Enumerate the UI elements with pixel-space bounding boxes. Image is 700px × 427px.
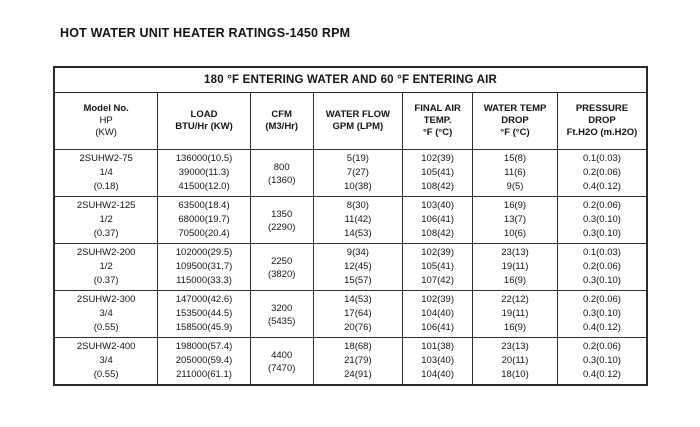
col-header-pressure-drop: PRESSURE DROP Ft.H2O (m.H2O): [557, 93, 647, 150]
water-flow-cell: 21(79): [313, 354, 403, 368]
water-flow-cell: 8(30): [313, 197, 403, 214]
table-row: [54, 244, 647, 261]
table-row: [54, 166, 647, 180]
pressure-drop-cell: 0.3(0.10): [557, 274, 647, 291]
cfm-cell: 2250 (3820): [250, 244, 313, 291]
final-air-temp-cell: 101(38): [403, 338, 473, 355]
final-air-temp-cell: 108(42): [403, 180, 473, 197]
water-temp-drop-cell: 19(11): [473, 307, 558, 321]
final-air-temp-cell: 106(41): [403, 213, 473, 227]
load-cell: 153500(44.5): [158, 307, 251, 321]
model-cell: (0.18): [93, 181, 119, 192]
water-temp-drop-cell: 16(9): [473, 274, 558, 291]
table-row: [54, 227, 647, 244]
pressure-drop-cell: 0.1(0.03): [557, 150, 647, 167]
pressure-drop-cell: 0.2(0.06): [557, 291, 647, 308]
pressure-drop-cell: 0.3(0.10): [557, 227, 647, 244]
page-title: HOT WATER UNIT HEATER RATINGS-1450 RPM: [60, 26, 351, 40]
pressure-drop-cell: 0.4(0.12): [557, 180, 647, 197]
model-cell: 2SUHW2-400: [54, 338, 158, 355]
table-band-title: 180 °F ENTERING WATER AND 60 °F ENTERING AIR: [54, 67, 647, 93]
final-air-temp-cell: 102(39): [403, 244, 473, 261]
load-cell: 63500(18.4): [158, 197, 251, 214]
water-flow-cell: 20(76): [313, 321, 403, 338]
load-cell: 158500(45.9): [158, 321, 251, 338]
model-cell: 2SUHW2-200: [54, 244, 158, 261]
pressure-drop-cell: 0.2(0.06): [557, 338, 647, 355]
table-row: [54, 274, 647, 291]
load-cell: 115000(33.3): [158, 274, 251, 291]
final-air-temp-cell: 102(39): [403, 150, 473, 167]
load-cell: 102000(29.5): [158, 244, 251, 261]
final-air-temp-cell: 102(39): [403, 291, 473, 308]
pressure-drop-cell: 0.1(0.03): [557, 244, 647, 261]
water-temp-drop-cell: 10(6): [473, 227, 558, 244]
col-header-load: LOAD BTU/Hr (KW): [158, 93, 251, 150]
water-flow-cell: 24(91): [313, 368, 403, 385]
table-row: [54, 260, 647, 274]
model-cell: 2SUHW2-75: [54, 150, 158, 167]
cfm-cell: 4400 (7470): [250, 338, 313, 386]
pressure-drop-cell: 0.2(0.06): [557, 166, 647, 180]
table-row: [54, 321, 647, 338]
water-flow-cell: 17(64): [313, 307, 403, 321]
model-cell: 3/4: [99, 355, 113, 366]
col-header-final-air-temp: FINAL AIR TEMP. °F (°C): [403, 93, 473, 150]
load-cell: 211000(61.1): [158, 368, 251, 385]
final-air-temp-cell: 104(40): [403, 307, 473, 321]
table-row: [54, 338, 647, 355]
col-header-model: Model No. HP (KW): [83, 103, 129, 138]
model-cell: 2SUHW2-300: [54, 291, 158, 308]
water-flow-cell: 14(53): [313, 291, 403, 308]
ratings-table: [53, 66, 648, 386]
cfm-cell: 800 (1360): [250, 150, 313, 197]
cfm-cell: 3200 (5435): [250, 291, 313, 338]
load-cell: 136000(10.5): [158, 150, 251, 167]
water-temp-drop-cell: 16(9): [473, 197, 558, 214]
table-row: [54, 368, 647, 385]
final-air-temp-cell: 105(41): [403, 260, 473, 274]
water-temp-drop-cell: 23(13): [473, 338, 558, 355]
water-temp-drop-cell: 13(7): [473, 213, 558, 227]
column-header-row: [54, 93, 647, 150]
col-header-water-temp-drop: WATER TEMP DROP °F (°C): [473, 93, 558, 150]
water-flow-cell: 11(42): [313, 213, 403, 227]
load-cell: 39000(11.3): [158, 166, 251, 180]
pressure-drop-cell: 0.3(0.10): [557, 213, 647, 227]
final-air-temp-cell: 103(40): [403, 354, 473, 368]
water-temp-drop-cell: 18(10): [473, 368, 558, 385]
pressure-drop-cell: 0.4(0.12): [557, 321, 647, 338]
table-row: [54, 307, 647, 321]
table-row: [54, 213, 647, 227]
water-temp-drop-cell: 9(5): [473, 180, 558, 197]
water-temp-drop-cell: 15(8): [473, 150, 558, 167]
load-cell: 41500(12.0): [158, 180, 251, 197]
water-flow-cell: 7(27): [313, 166, 403, 180]
model-cell: 1/4: [99, 167, 113, 178]
final-air-temp-cell: 107(42): [403, 274, 473, 291]
load-cell: 70500(20.4): [158, 227, 251, 244]
table-row: [54, 291, 647, 308]
water-temp-drop-cell: 23(13): [473, 244, 558, 261]
band-row: [54, 67, 647, 93]
model-cell: (0.37): [93, 228, 119, 239]
model-cell: 2SUHW2-125: [54, 197, 158, 214]
col-header-cfm: CFM (M3/Hr): [250, 93, 313, 150]
water-flow-cell: 15(57): [313, 274, 403, 291]
model-cell: (0.37): [93, 275, 119, 286]
pressure-drop-cell: 0.4(0.12): [557, 368, 647, 385]
final-air-temp-cell: 108(42): [403, 227, 473, 244]
pressure-drop-cell: 0.2(0.06): [557, 197, 647, 214]
model-cell: 1/2: [99, 214, 113, 225]
load-cell: 205000(59.4): [158, 354, 251, 368]
load-cell: 68000(19.7): [158, 213, 251, 227]
final-air-temp-cell: 106(41): [403, 321, 473, 338]
pressure-drop-cell: 0.2(0.06): [557, 260, 647, 274]
pressure-drop-cell: 0.3(0.10): [557, 307, 647, 321]
load-cell: 147000(42.6): [158, 291, 251, 308]
table-row: [54, 354, 647, 368]
col-header-water-flow: WATER FLOW GPM (LPM): [313, 93, 403, 150]
model-cell: 3/4: [99, 308, 113, 319]
cfm-cell: 1350 (2290): [250, 197, 313, 244]
table-row: [54, 180, 647, 197]
load-cell: 198000(57.4): [158, 338, 251, 355]
pressure-drop-cell: 0.3(0.10): [557, 354, 647, 368]
table-row: [54, 197, 647, 214]
water-flow-cell: 14(53): [313, 227, 403, 244]
water-flow-cell: 9(34): [313, 244, 403, 261]
water-flow-cell: 12(45): [313, 260, 403, 274]
water-temp-drop-cell: 16(9): [473, 321, 558, 338]
water-temp-drop-cell: 22(12): [473, 291, 558, 308]
water-temp-drop-cell: 11(6): [473, 166, 558, 180]
final-air-temp-cell: 104(40): [403, 368, 473, 385]
water-temp-drop-cell: 20(11): [473, 354, 558, 368]
final-air-temp-cell: 105(41): [403, 166, 473, 180]
model-cell: 1/2: [99, 261, 113, 272]
water-flow-cell: 18(68): [313, 338, 403, 355]
model-cell: (0.55): [93, 369, 119, 380]
final-air-temp-cell: 103(40): [403, 197, 473, 214]
water-flow-cell: 10(38): [313, 180, 403, 197]
model-cell: (0.55): [93, 322, 119, 333]
water-flow-cell: 5(19): [313, 150, 403, 167]
water-temp-drop-cell: 19(11): [473, 260, 558, 274]
table-body: [54, 150, 647, 386]
load-cell: 109500(31.7): [158, 260, 251, 274]
table-row: [54, 150, 647, 167]
table-header: [54, 67, 647, 150]
